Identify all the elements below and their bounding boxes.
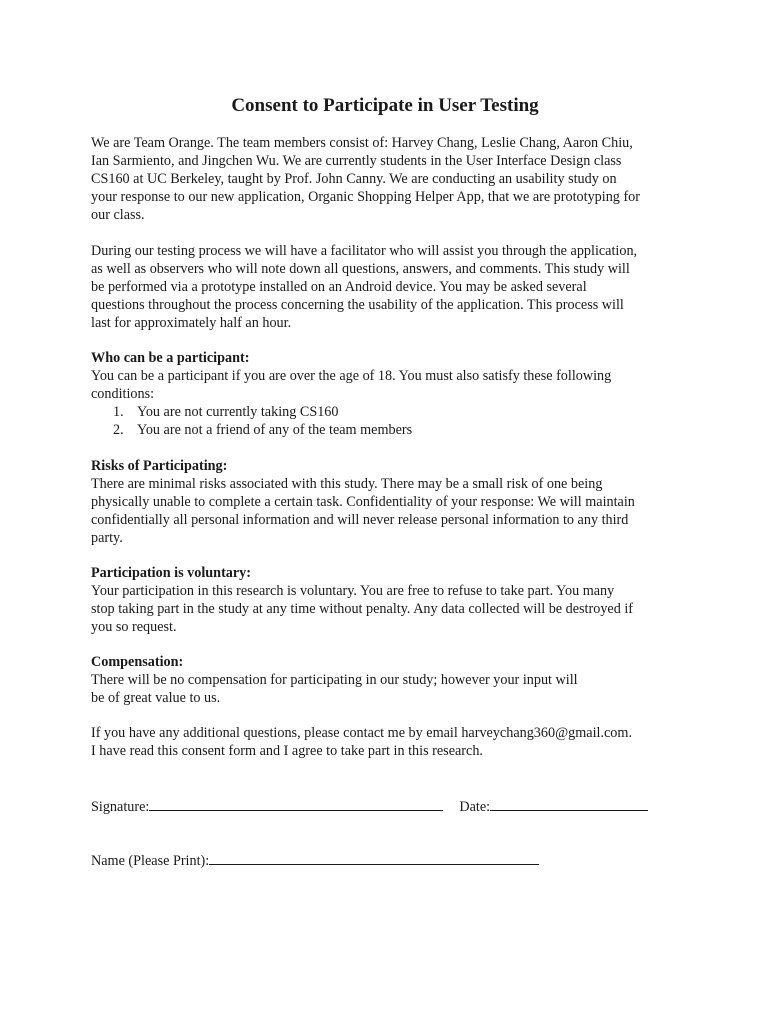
signature-row xyxy=(91,796,648,816)
process-line: questions throughout the process concerning the usability of the application. This process will xyxy=(91,297,624,313)
intro-line: We are Team Orange. The team members consist of: Harvey Chang, Leslie Chang, Aaron Chiu, xyxy=(91,135,633,151)
condition-text: You are not a friend of any of the team members xyxy=(137,422,413,438)
process-line: as well as observers who will note down all questions, answers, and comments. This study will xyxy=(91,261,630,277)
compensation-heading: Compensation: xyxy=(91,654,184,670)
intro-line: Ian Sarmiento, and Jingchen Wu. We are currently students in the User Interface Design class xyxy=(91,153,622,169)
compensation-section xyxy=(91,653,691,707)
intro-paragraph xyxy=(91,134,691,224)
participant-line: conditions: xyxy=(91,386,155,402)
condition-text: You are not currently taking CS160 xyxy=(137,404,339,420)
contact-line: If you have any additional questions, please contact me by email harveychang360@gmail.com. xyxy=(91,725,632,741)
process-paragraph xyxy=(91,242,691,332)
condition-item xyxy=(91,421,691,439)
process-line: last for approximately half an hour. xyxy=(91,315,292,331)
signature-field[interactable] xyxy=(149,796,443,811)
intro-line: our class. xyxy=(91,207,145,223)
name-row xyxy=(91,850,539,870)
intro-line: your response to our new application, Organic Shopping Helper App, that we are prototyping for xyxy=(91,189,640,205)
participant-line: You can be a participant if you are over the age of 18. You must also satisfy these following xyxy=(91,368,612,384)
risks-line: party. xyxy=(91,530,123,546)
risks-line: There are minimal risks associated with this study. There may be a small risk of one being xyxy=(91,476,603,492)
risks-line: physically unable to complete a certain task. Confidentiality of your response: We will maintain xyxy=(91,494,635,510)
condition-number: 2. xyxy=(113,422,124,438)
contact-paragraph xyxy=(91,724,691,760)
voluntary-heading: Participation is voluntary: xyxy=(91,565,251,581)
intro-line: CS160 at UC Berkeley, taught by Prof. John Canny. We are conducting an usability study on xyxy=(91,171,617,187)
voluntary-section xyxy=(91,564,691,636)
condition-number: 1. xyxy=(113,404,124,420)
participant-heading: Who can be a participant: xyxy=(91,350,250,366)
process-line: be performed via a prototype installed on an Android device. You may be asked several xyxy=(91,279,587,295)
name-label: Name (Please Print): xyxy=(91,853,210,869)
date-label: Date: xyxy=(459,799,491,815)
name-field[interactable] xyxy=(209,850,539,865)
condition-item xyxy=(91,403,691,421)
signature-label: Signature: xyxy=(91,799,150,815)
voluntary-line: you so request. xyxy=(91,619,177,635)
risks-line: confidentially all personal information and will never release personal information to any third xyxy=(91,512,629,528)
voluntary-line: stop taking part in the study at any time without penalty. Any data collected will be destroyed if xyxy=(91,601,634,617)
voluntary-line: Your participation in this research is voluntary. You are free to refuse to take part. You many xyxy=(91,583,615,599)
date-field[interactable] xyxy=(490,796,648,811)
process-line: During our testing process we will have a facilitator who will assist you through the application, xyxy=(91,243,638,259)
compensation-line: be of great value to us. xyxy=(91,690,221,706)
page-title: Consent to Participate in User Testing xyxy=(231,95,539,116)
compensation-line: There will be no compensation for participating in our study; however your input will xyxy=(91,672,578,688)
participant-section xyxy=(91,349,691,439)
risks-section xyxy=(91,457,691,547)
risks-heading: Risks of Participating: xyxy=(91,458,228,474)
contact-line: I have read this consent form and I agree to take part in this research. xyxy=(91,743,483,759)
